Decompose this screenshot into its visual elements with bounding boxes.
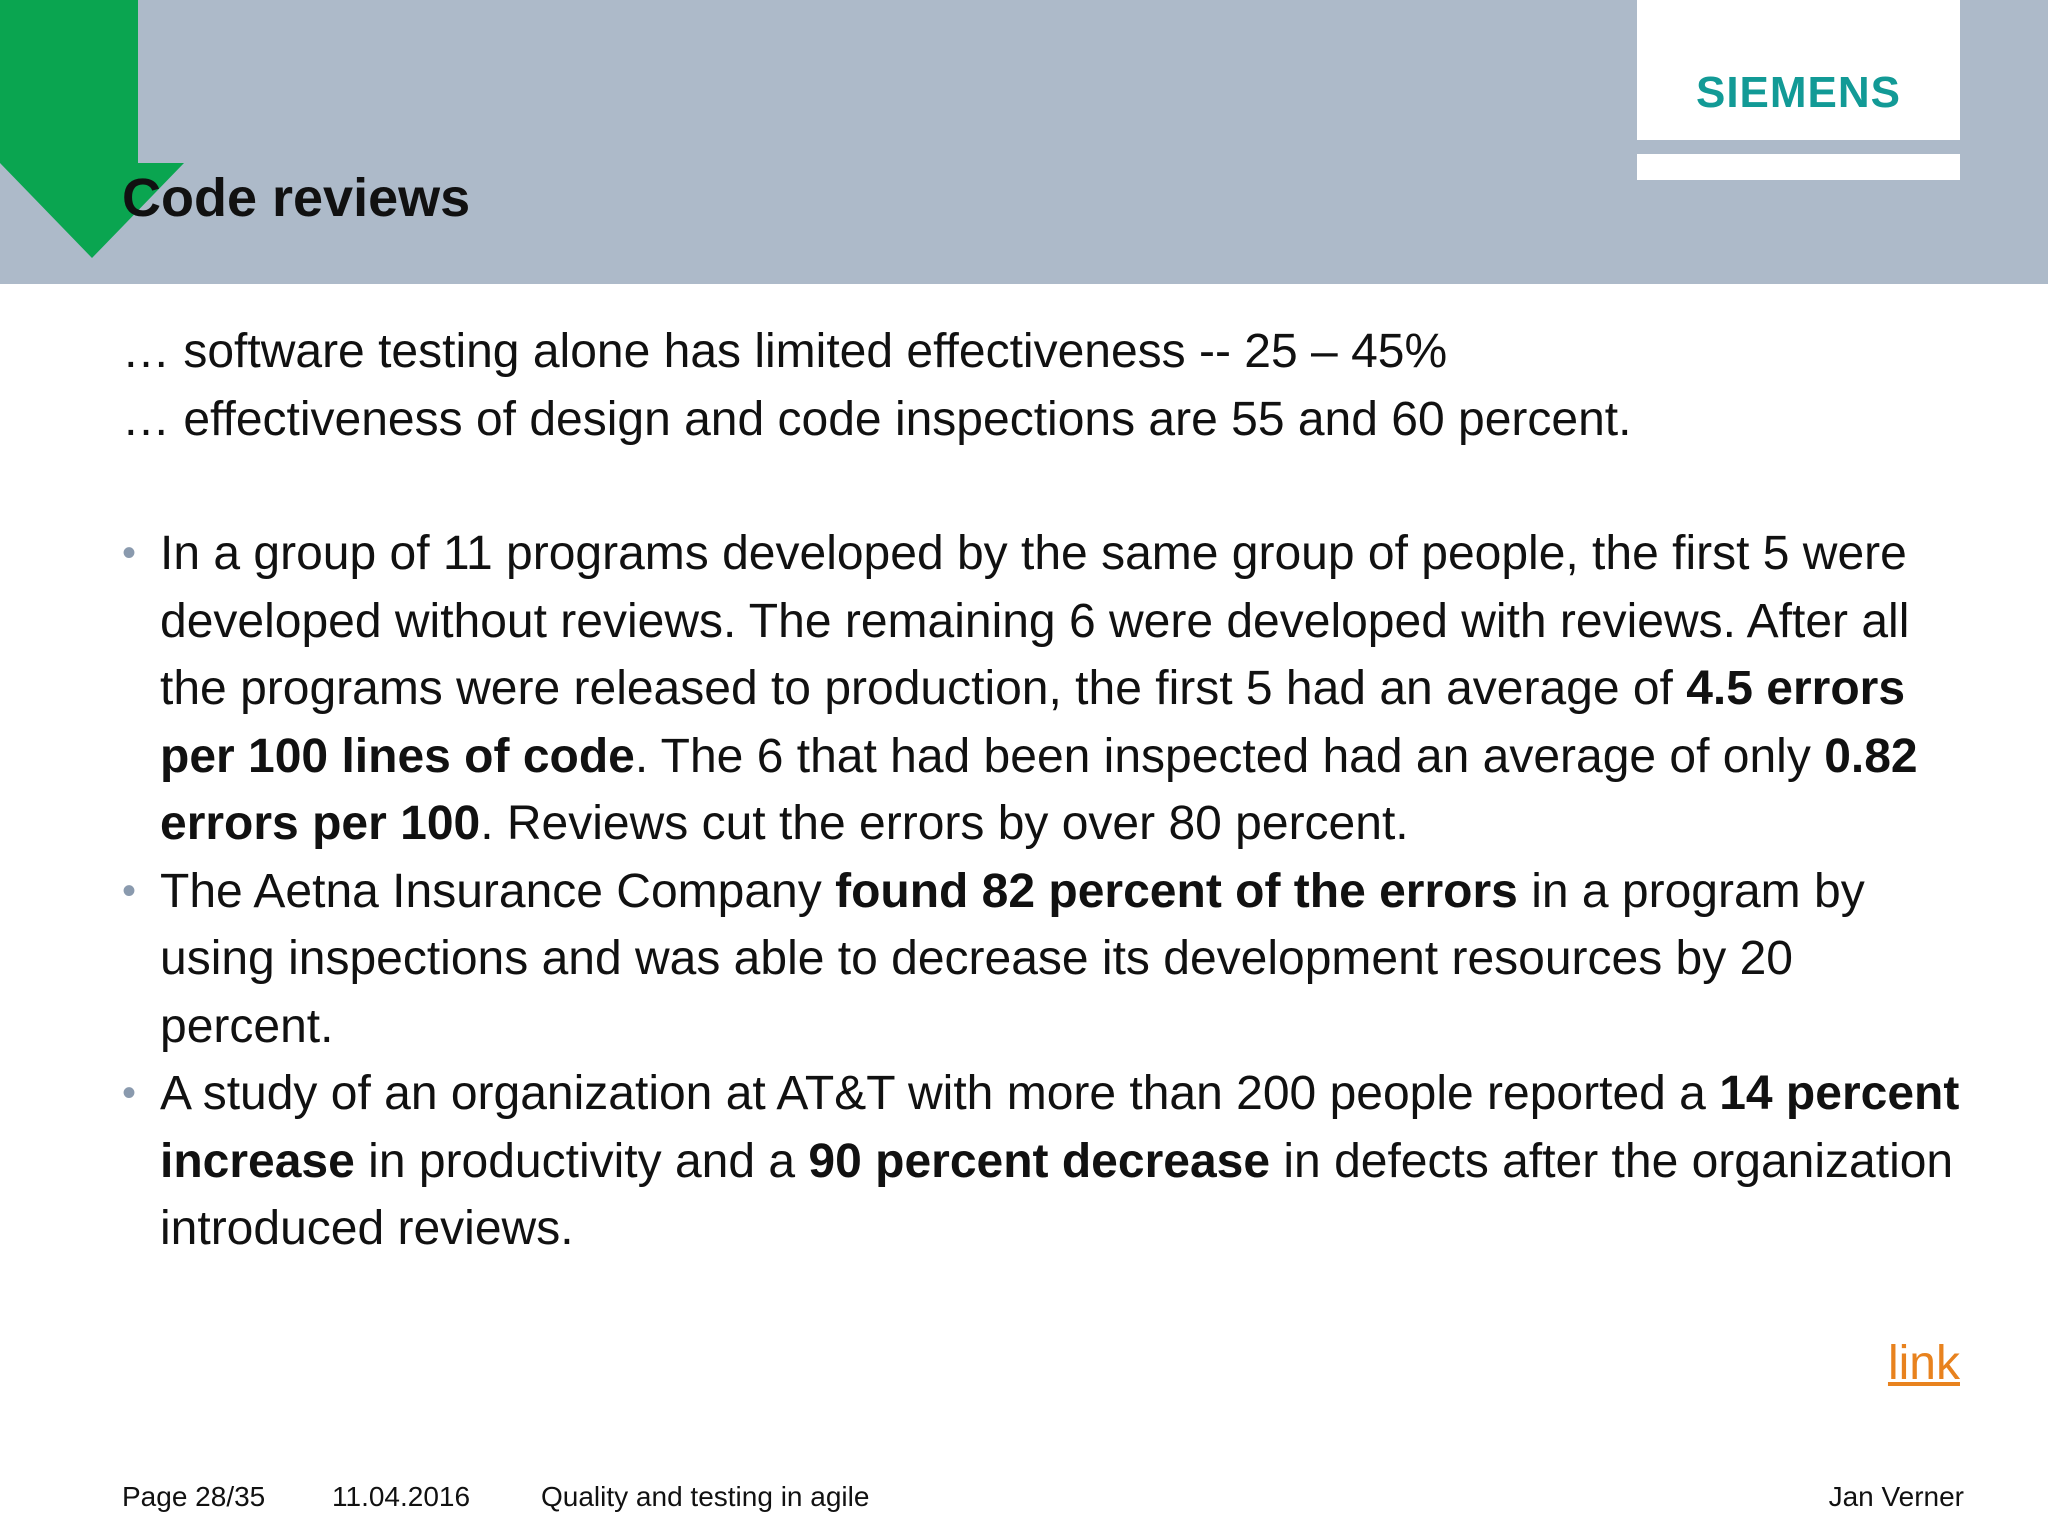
bullet-bold-text: 0.82 errors per 100 — [160, 729, 1918, 850]
bullet-marker: • — [122, 1071, 137, 1115]
bullet-item — [122, 858, 1972, 1061]
page-title: Code reviews — [122, 168, 471, 228]
bullet-text — [160, 865, 1865, 1053]
bullet-list — [122, 520, 1972, 1263]
logo-strip — [1637, 154, 1960, 180]
bullet-marker: • — [122, 868, 137, 913]
bullet-marker: • — [122, 531, 137, 575]
intro-block — [122, 318, 1631, 454]
bullet-text-part: The Aetna Insurance Company — [160, 864, 836, 918]
bullet-text-part: In a group of 11 programs developed by the same group of people, the first 5 were developed without reviews. The remaining 6 were developed with reviews. After all the programs were released to production, the first 5 had an average of — [160, 527, 1910, 715]
bullet-text-part: . The 6 that had been inspected had an average of only — [634, 729, 1825, 783]
bullet-text — [160, 527, 1918, 850]
bullet-item — [122, 1060, 1972, 1263]
bullet-bold-text: found 82 percent of the errors — [835, 864, 1518, 918]
bullet-bold-text: 4.5 errors per 100 lines of code — [160, 662, 1906, 783]
bullet-text-part: in defects after the organization introduced reviews. — [160, 1134, 1954, 1255]
footer-author: Jan Verner — [1828, 1481, 1964, 1512]
logo-box — [1637, 0, 1960, 140]
siemens-logo: SIEMENS — [1695, 68, 1902, 117]
bullet-text-part: in productivity and a — [354, 1134, 809, 1188]
bullet-text-part: A study of an organization at AT&T with more than 200 people reported a — [160, 1067, 1720, 1120]
source-link[interactable]: link — [1887, 1337, 1960, 1390]
intro-line-1: … software testing alone has limited effectiveness -- 25 – 45% — [122, 325, 1448, 378]
bullet-item — [122, 520, 1972, 858]
footer-title: Quality and testing in agile — [541, 1481, 870, 1512]
bullet-text-part: in a program by using inspections and was able to decrease its development resources by 20 percent. — [160, 864, 1865, 1053]
intro-line-2: … effectiveness of design and code inspections are 55 and 60 percent. — [122, 393, 1632, 446]
footer-page: Page 28/35 — [122, 1481, 266, 1512]
bullet-bold-text: 14 percent increase — [160, 1067, 1960, 1188]
bullet-bold-text: 90 percent decrease — [808, 1134, 1271, 1188]
bullet-text-part: . Reviews cut the errors by over 80 percent. — [480, 797, 1409, 850]
footer-date: 11.04.2016 — [332, 1481, 471, 1512]
bullet-text — [160, 1067, 1959, 1255]
